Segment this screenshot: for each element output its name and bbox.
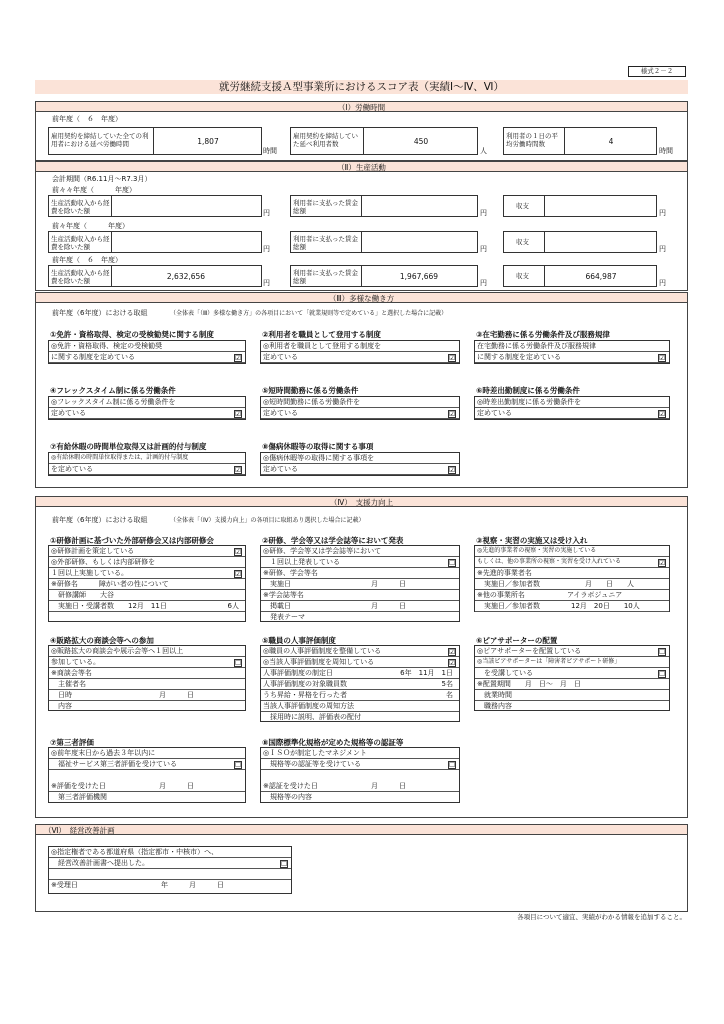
- s4-i5-date: 6年 11月 1日: [400, 669, 453, 677]
- s2-c-label: 収支: [516, 202, 529, 210]
- s1-f2-value: 450: [413, 137, 429, 146]
- s2-c-box: [503, 195, 657, 217]
- s4-line: ◎販路拡大の商談会や展示会等へ１回以上: [49, 646, 245, 657]
- s4-line: 規格等の内容: [263, 793, 312, 801]
- s4-line: 人事評価制度の制定日: [261, 668, 459, 679]
- s6-line-blank: [49, 869, 291, 880]
- s4-i2-date: 月 日: [371, 602, 406, 610]
- s4-line: もしくは、他の事業所の視察・実習を受け入れている: [475, 557, 669, 568]
- s4-line: 発表テーマ: [263, 613, 305, 621]
- s4-item-5-box: [260, 645, 460, 722]
- s4-intro: 前年度（6年度）における取組: [52, 516, 148, 524]
- s1-field-2: [290, 127, 478, 155]
- s4-line: ※配置期間 月 日～ 月 日: [475, 679, 669, 690]
- s4-item-1-title: ①研修計画に基づいた外部研修会又は内部研修会: [50, 536, 214, 545]
- s4-i1-checkbox-2[interactable]: ☑: [235, 570, 242, 578]
- s4-item-4-title: ④販路拡大の商談会等への参加: [50, 636, 154, 645]
- s3-item-2-box: [260, 340, 460, 364]
- s4-line: ◎先進的事業者の視察・実習の実施している: [475, 546, 669, 557]
- s2-unit: 円: [480, 209, 487, 217]
- s4-line: ◎職員の人事評価制度を整備している: [261, 646, 459, 657]
- s2-c-label: 収支: [516, 272, 529, 280]
- s4-line: 研修講師 大谷: [49, 590, 245, 601]
- s1-f3-label: 利用者の１日の平均労働時間数: [506, 132, 558, 148]
- footer-note: 各項目について適宜、実績がわかる情報を追加すること。: [517, 913, 686, 921]
- s4-line: 実施日・受講者数 12月 11日: [49, 601, 245, 612]
- s4-line: 福祉サービス第三者評価を受けている: [49, 759, 245, 770]
- s1-field-3: [503, 127, 657, 155]
- s3-item-line: ◎傷病休暇等の取得に関する事項を: [261, 453, 459, 464]
- page-title: 就労継続支援Ａ型事業所におけるスコア表（実績Ⅰ～Ⅳ、Ⅵ）: [35, 80, 688, 94]
- s3-item-5-checkbox[interactable]: ☑: [449, 410, 456, 418]
- s4-i5-count: 名: [446, 691, 453, 699]
- s4-i6-checkbox-1[interactable]: ☐: [659, 648, 666, 656]
- s4-line: ◎前年度末日から過去３年以内に: [49, 748, 245, 759]
- s4-line: ◎ＩＳＯが制定したマネジメント: [261, 748, 459, 759]
- s2-unit: 円: [659, 279, 666, 287]
- s3-item-line: ◎短時間勤務に係る労働条件を: [261, 397, 459, 408]
- s4-line: 第三者評価機関: [51, 793, 107, 801]
- s3-item-line: ◎フレックスタイム制に係る労働条件を: [49, 397, 245, 408]
- s2-c-label: 収支: [516, 238, 529, 246]
- s4-i8-date: 月 日: [371, 782, 406, 790]
- s4-line: 人事評価制度の対象職員数: [261, 679, 459, 690]
- s4-item-8-box: [260, 747, 460, 803]
- s3-item-3-box: [474, 340, 670, 364]
- s2-a-label: 生産活動収入から経費を除いた額: [51, 199, 110, 215]
- s3-item-line: 定めている: [475, 408, 669, 419]
- s3-item-1-box: [48, 340, 246, 364]
- s3-item-line: ◎免許・資格取得、検定の受検勧奨: [49, 341, 245, 352]
- s3-item-4-checkbox[interactable]: ☑: [235, 410, 242, 418]
- s1-f3-unit: 時間: [659, 147, 673, 155]
- s4-line: 日時: [49, 690, 245, 701]
- s4-i2-checkbox[interactable]: ☐: [449, 559, 456, 567]
- s3-item-2-checkbox[interactable]: ☑: [449, 354, 456, 362]
- s3-item-6-box: [474, 396, 670, 420]
- s2-unit: 円: [659, 245, 666, 253]
- s4-line: ◎研修、学会等又は学会誌等において: [261, 546, 459, 557]
- s3-item-5-title: ⑤短時間勤務に係る労働条件: [262, 386, 359, 395]
- s4-item-7-title: ⑦第三者評価: [50, 738, 94, 747]
- s3-item-line: ◎利用者を職員として登用する制度を: [261, 341, 459, 352]
- s3-item-8-checkbox[interactable]: ☑: [449, 466, 456, 474]
- s2-a-value: 2,632,656: [166, 272, 206, 281]
- s2-unit: 円: [480, 279, 487, 287]
- s4-line: １回以上実施している。: [49, 568, 245, 579]
- s2-b-label: 利用者に支払った賃金総額: [293, 269, 358, 285]
- s4-i5-checkbox-2[interactable]: ☑: [449, 659, 456, 667]
- s2-b-box: [290, 195, 478, 217]
- s3-intro-note: （全体表「（Ⅲ）多様な働き方」の各項目において「就業規則等で定めている」と選択した場合に記載）: [170, 310, 448, 317]
- s4-item-7-box: [48, 747, 246, 803]
- s1-f2-label: 雇用契約を締結していた延べ利用者数: [293, 132, 358, 148]
- s3-item-4-title: ④フレックスタイム制に係る労働条件: [50, 386, 176, 395]
- s2-c-box: [503, 265, 657, 287]
- s2-year-label: 前々々年度（ 年度）: [52, 186, 136, 194]
- s4-i1-count: 6人: [227, 602, 239, 610]
- s3-item-line: 定めている: [49, 408, 245, 419]
- s4-i5-checkbox-1[interactable]: ☑: [449, 648, 456, 656]
- s4-i4-checkbox[interactable]: ☐: [235, 659, 242, 667]
- s4-i4-date: 月 日: [159, 691, 194, 699]
- s4-line: ※先進的事業者名: [475, 568, 669, 579]
- s3-item-2-title: ②利用者を職員として登用する制度: [262, 330, 381, 339]
- s4-line: を受講している: [475, 668, 669, 679]
- s4-item-2-title: ②研修、学会等又は学会誌等において発表: [262, 536, 404, 545]
- s4-line-blank: [49, 770, 245, 781]
- s4-line: ※研修名 障がい者の性について: [49, 579, 245, 590]
- s4-item-2-box: [260, 545, 460, 622]
- s4-line: ◎当該ピアサポーターは「障害者ピアサポート研修」: [475, 657, 669, 668]
- s6-line: ◎指定権者である都道府県（指定都市・中核市）へ、: [49, 847, 291, 858]
- s4-item-5-title: ⑤職員の人事評価制度: [262, 636, 336, 645]
- section-4-header: （Ⅳ） 支援力向上: [35, 496, 688, 507]
- s4-line: 参加している。: [49, 657, 245, 668]
- s4-line: 職務内容: [477, 702, 512, 710]
- s4-i3-checkbox[interactable]: ☑: [659, 559, 666, 567]
- s3-item-5-box: [260, 396, 460, 420]
- s6-checkbox[interactable]: ☐: [281, 860, 288, 868]
- s6-line: ※受理日: [51, 881, 78, 889]
- section-1-header: （Ⅰ）労働時間: [35, 101, 688, 112]
- s4-line: １回以上発表している: [261, 557, 459, 568]
- s2-year-label: 前々年度（ 年度）: [52, 222, 129, 230]
- s4-item-3-title: ③視察・実習の実施又は受け入れ: [476, 536, 588, 545]
- s4-item-3-box: [474, 545, 670, 612]
- s4-line: ◎当該人事評価制度を周知している: [261, 657, 459, 668]
- s4-item-6-box: [474, 645, 670, 711]
- s4-i3-office: アイラボジュニア: [567, 591, 623, 599]
- s4-i2-date: 月 日: [371, 580, 406, 588]
- s3-item-line: ◎有給休暇の時間単位取得または、計画的付与制度: [49, 453, 245, 464]
- s4-line: ◎ピアサポーターを配置している: [475, 646, 669, 657]
- s2-c-value: 664,987: [585, 272, 617, 281]
- s4-intro-note: （全体表「（Ⅳ）支援力向上」の各項目に取組あり選択した場合に記載）: [170, 517, 365, 524]
- s4-line: 掲載日: [261, 601, 459, 612]
- s3-item-1-title: ①免許・資格取得、検定の受検勧奨に関する制度: [50, 330, 214, 339]
- s4-line: 実施日／参加者数: [475, 579, 669, 590]
- s4-line: ※認証を受けた日: [261, 781, 459, 792]
- s4-line: 内容: [51, 702, 72, 710]
- s3-item-3-checkbox[interactable]: ☑: [659, 354, 666, 362]
- s3-item-7-checkbox[interactable]: ☑: [235, 466, 242, 474]
- s2-a-label: 生産活動収入から経費を除いた額: [51, 235, 110, 251]
- s3-item-line: に関する制度を定めている: [475, 352, 669, 363]
- s4-line-blank: [261, 770, 459, 781]
- s4-line: 主催者名: [49, 679, 245, 690]
- s6-date: 年 月 日: [161, 881, 224, 889]
- s3-item-4-box: [48, 396, 246, 420]
- s4-i7-checkbox[interactable]: ☐: [235, 761, 242, 769]
- s2-b-box: [290, 265, 478, 287]
- section-6-header: （Ⅵ） 経営改善計画: [35, 824, 688, 835]
- s4-line: ※評価を受けた日: [49, 781, 245, 792]
- s2-unit: 円: [480, 245, 487, 253]
- s2-a-box: [48, 265, 262, 287]
- s4-i8-checkbox[interactable]: ☐: [449, 761, 456, 769]
- s3-item-line: を定めている: [49, 464, 245, 475]
- s4-i1-checkbox-1[interactable]: ☑: [235, 548, 242, 556]
- s2-a-label: 生産活動収入から経費を除いた額: [51, 269, 110, 285]
- s4-item-1-box: [48, 545, 246, 622]
- s4-line: ◎外部研修、もしくは内部研修を: [49, 557, 245, 568]
- section-3-header: （Ⅲ）多様な働き方: [35, 292, 688, 303]
- s3-item-7-title: ⑦有給休暇の時間単位取得又は計画的付与制度: [50, 442, 207, 451]
- s4-i3-date: 月 日 人: [585, 580, 634, 588]
- s1-f1-label: 雇用契約を締結していた全ての利用者における延べ労働時間: [51, 132, 149, 148]
- s1-field-1: [48, 127, 262, 155]
- s3-intro: 前年度（6年度）における取組: [52, 309, 148, 317]
- s1-prev-year: 前年度（ ６ 年度）: [52, 115, 122, 123]
- s4-line: 実施日: [261, 579, 459, 590]
- s4-i5-count: 5名: [441, 680, 453, 688]
- s4-line: ※学会誌等名: [261, 590, 459, 601]
- s4-line: 当該人事評価制度の周知方法: [261, 701, 459, 712]
- s3-item-7-box: [48, 452, 246, 476]
- s2-unit: 円: [263, 279, 270, 287]
- s1-f2-unit: 人: [480, 147, 487, 155]
- section-2-header: （Ⅱ）生産活動: [35, 161, 688, 172]
- s6-box: [48, 846, 292, 894]
- s4-line: 規格等の認証等を受けている: [261, 759, 459, 770]
- s4-i7-date: 月 日: [159, 782, 194, 790]
- s3-item-line: に関する制度を定めている: [49, 352, 245, 363]
- s3-item-line: 在宅勤務に係る労働条件及び服務規律: [475, 341, 669, 352]
- s2-unit: 円: [659, 209, 666, 217]
- s2-b-label: 利用者に支払った賃金総額: [293, 235, 358, 251]
- s3-item-line: 定めている: [261, 408, 459, 419]
- s6-line: 経営改善計画書へ提出した。: [49, 858, 291, 869]
- s4-item-6-title: ⑥ピアサポーターの配置: [476, 636, 558, 645]
- s3-item-line: ◎時差出勤制度に係る労働条件を: [475, 397, 669, 408]
- s4-i3-date: 12月 20日 10人: [571, 602, 640, 610]
- s3-item-line: 定めている: [261, 352, 459, 363]
- s4-line: ※他の事業所名: [475, 590, 669, 601]
- s2-b-value: 1,967,669: [399, 272, 439, 281]
- s3-item-8-title: ⑧傷病休暇等の取得に関する事項: [262, 442, 374, 451]
- s4-item-4-box: [48, 645, 246, 711]
- s3-item-1-checkbox[interactable]: ☑: [235, 354, 242, 362]
- s2-b-box: [290, 231, 478, 253]
- s2-unit: 円: [263, 245, 270, 253]
- s4-line: 実施日／参加者数: [475, 601, 669, 612]
- s4-i6-checkbox-2[interactable]: ☐: [659, 670, 666, 678]
- s2-c-box: [503, 231, 657, 253]
- s2-year-label: 前年度（ ６ 年度）: [52, 256, 122, 264]
- s4-line: ※研修、学会等名: [261, 568, 459, 579]
- s2-period: 会計期間（R6.11月～R7.3月）: [52, 175, 152, 183]
- s2-a-box: [48, 231, 262, 253]
- s3-item-3-title: ③在宅勤務に係る労働条件及び服務規律: [476, 330, 610, 339]
- s4-line: ※商談会等名: [49, 668, 245, 679]
- form-id: 様式２－２: [628, 66, 686, 77]
- s2-unit: 円: [263, 209, 270, 217]
- s4-line: 就業時間: [475, 690, 669, 701]
- s4-line: うち昇給・昇格を行った者: [261, 690, 459, 701]
- s4-line: ◎研修計画を策定している: [49, 546, 245, 557]
- s4-line: 採用時に説明、評価表の配付: [263, 713, 361, 721]
- s3-item-6-title: ⑥時差出勤制度に係る労働条件: [476, 386, 580, 395]
- s1-f1-unit: 時間: [263, 147, 277, 155]
- s4-item-8-title: ⑧国際標準化規格が定めた規格等の認証等: [262, 738, 404, 747]
- s3-item-line: 定めている: [261, 464, 459, 475]
- s2-b-label: 利用者に支払った賃金総額: [293, 199, 358, 215]
- s1-f1-value: 1,807: [197, 137, 219, 146]
- s3-item-6-checkbox[interactable]: ☑: [659, 410, 666, 418]
- s1-f3-value: 4: [608, 137, 614, 146]
- s3-item-8-box: [260, 452, 460, 476]
- s2-a-box: [48, 195, 262, 217]
